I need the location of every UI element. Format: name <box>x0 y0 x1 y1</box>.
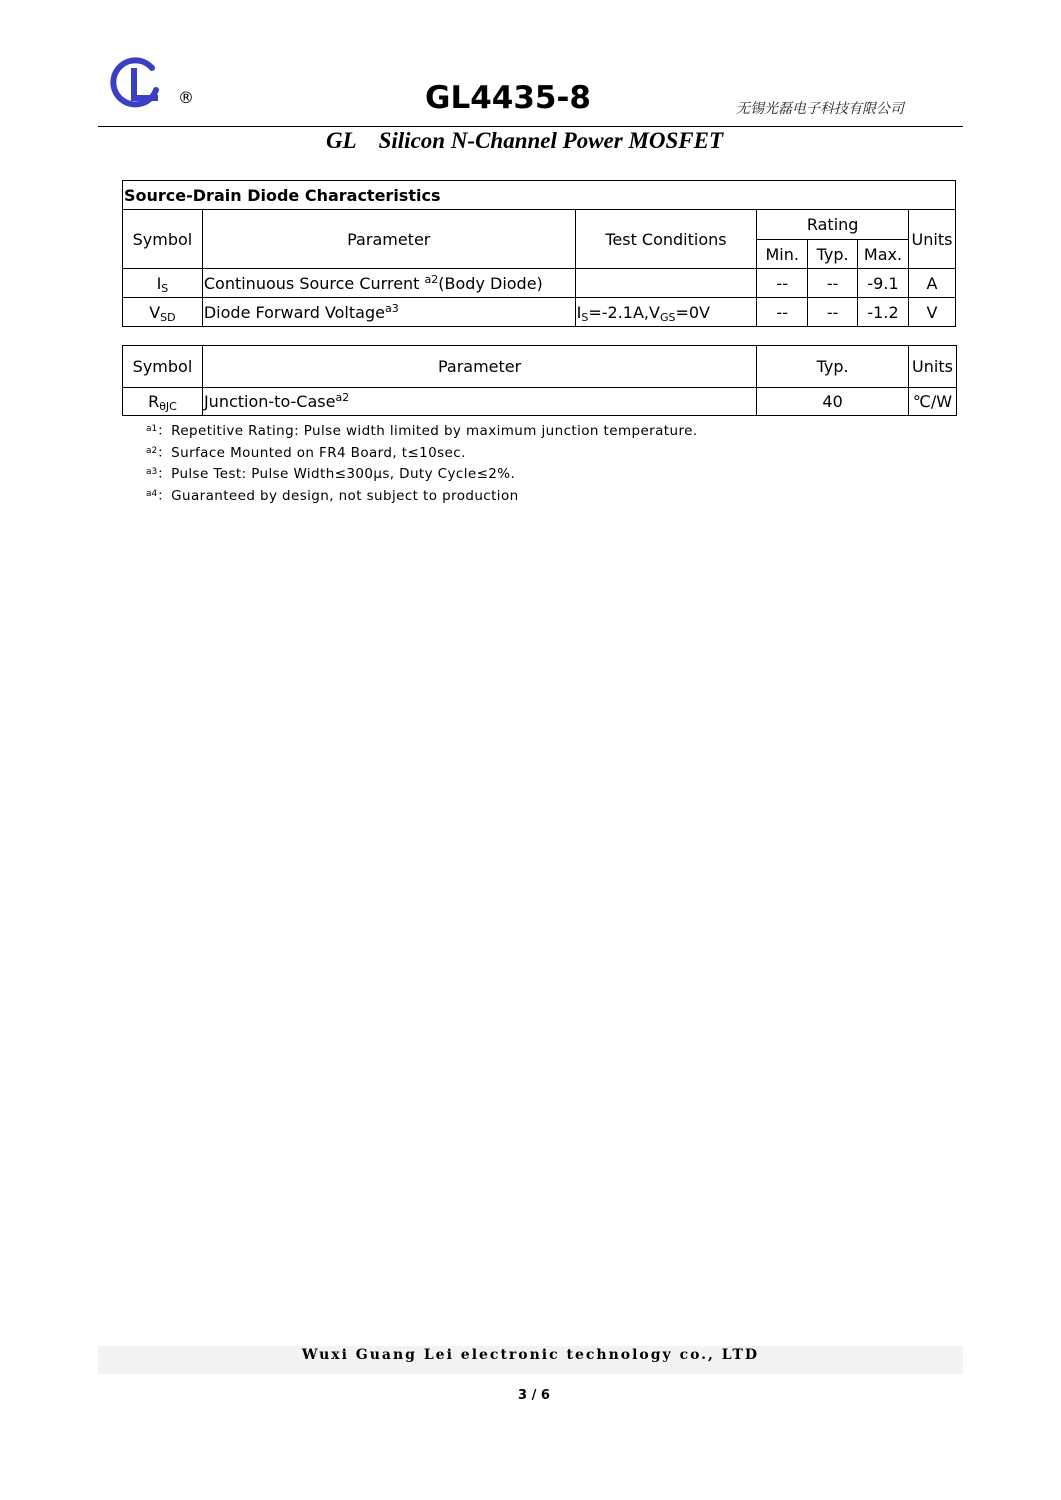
company-name-cn: 无锡光磊电子科技有限公司 <box>736 101 904 117</box>
subtitle-text: Silicon N-Channel Power MOSFET <box>378 128 724 153</box>
table-row <box>123 269 956 298</box>
page-number: 3 / 6 <box>518 1388 550 1403</box>
part-number: GL4435-8 <box>425 80 591 116</box>
cell-max: -1.2 <box>858 298 909 327</box>
cell-units: A <box>908 269 955 298</box>
header-parameter: Parameter <box>202 346 756 388</box>
logo-lettering: GL <box>108 56 110 57</box>
section-title: Source-Drain Diode Characteristics <box>123 181 956 210</box>
cell-parameter: Diode Forward Voltage$^{a3}$ <box>202 298 575 327</box>
footnote-item: $^{a3}$：Pulse Test: Pulse Width≤300μs, Duty Cycle≤2%. <box>146 466 516 482</box>
footnote-item: $^{a1}$：Repetitive Rating: Pulse width limited by maximum junction temperature. <box>146 423 698 439</box>
cell-test-conditions: $I_S=-2.1A,V_{GS}=0V$ <box>575 298 757 327</box>
cell-max: -9.1 <box>858 269 909 298</box>
header-parameter: Parameter <box>202 210 575 269</box>
cell-symbol: $I_S$ <box>123 269 203 298</box>
cell-typ: -- <box>808 298 858 327</box>
footnotes <box>146 419 698 505</box>
cell-test-conditions <box>575 269 757 298</box>
footer-company: Wuxi Guang Lei electronic technology co., LTD <box>301 1347 760 1363</box>
diode-characteristics-table <box>122 180 956 327</box>
header-max: Max. <box>858 240 909 269</box>
cell-parameter: Continuous Source Current $^{a2}$(Body Diode) <box>202 269 575 298</box>
header-rating: Rating <box>757 210 909 240</box>
table-row <box>123 388 957 416</box>
header-min: Min. <box>757 240 808 269</box>
table-row <box>123 298 956 327</box>
thermal-resistance-table <box>122 345 957 416</box>
header-units: Units <box>908 346 956 388</box>
cell-typ: 40 <box>757 388 909 416</box>
cell-symbol: $R_{\theta JC}$ <box>123 388 203 416</box>
cell-typ: -- <box>808 269 858 298</box>
header-typ: Typ. <box>757 346 909 388</box>
cell-min: -- <box>757 269 808 298</box>
header-typ: Typ. <box>808 240 858 269</box>
header-divider <box>98 126 963 127</box>
header-symbol: Symbol <box>123 210 203 269</box>
header-units: Units <box>908 210 955 269</box>
cell-units: V <box>908 298 955 327</box>
cell-min: -- <box>757 298 808 327</box>
cell-symbol: $V_{SD}$ <box>123 298 203 327</box>
registered-mark: ® <box>178 88 194 107</box>
footnote-item: $^{a2}$：Surface Mounted on FR4 Board, t≤10sec. <box>146 444 466 461</box>
subtitle-brand: GL <box>325 128 357 153</box>
cell-units: ℃/W <box>908 388 956 416</box>
company-logo <box>108 56 166 114</box>
footnote-item: $^{a4}$：Guaranteed by design, not subject to production <box>146 487 519 504</box>
header-test-conditions: Test Conditions <box>575 210 757 269</box>
header-symbol: Symbol <box>123 346 203 388</box>
document-subtitle <box>0 128 1061 154</box>
cell-parameter: Junction-to-Case$^{a2}$ <box>202 388 756 416</box>
